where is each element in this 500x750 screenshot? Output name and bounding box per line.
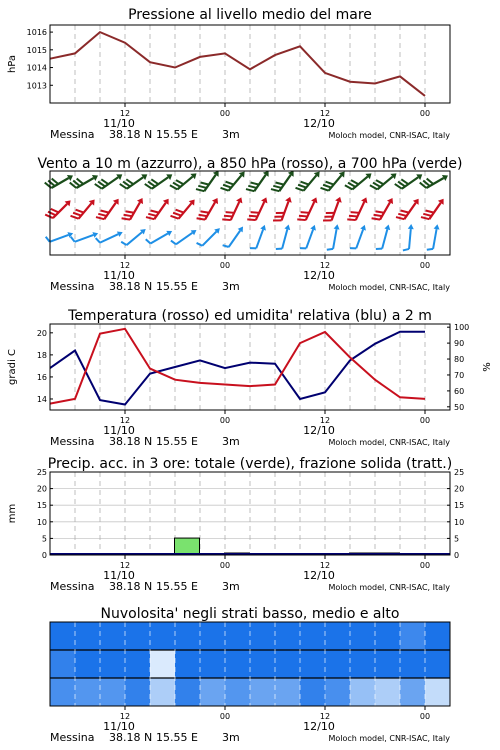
- wind-barb: [347, 194, 369, 224]
- location-alt: 3m: [222, 731, 240, 744]
- location-alt: 3m: [222, 128, 240, 141]
- wind-feather: [171, 239, 176, 245]
- wind-feather: [347, 217, 356, 223]
- cloud-cell: [200, 678, 226, 707]
- wind-barb: [247, 194, 269, 224]
- location-lat: 38.18 N: [109, 731, 153, 744]
- wind-arrowhead: [67, 230, 74, 237]
- wind-shaft: [202, 232, 216, 246]
- wind-feather: [350, 246, 356, 250]
- precip-bar: [175, 538, 200, 555]
- cloud-cell: [125, 650, 151, 679]
- y-tick-label-right: 80: [454, 355, 465, 365]
- wind-feather: [300, 246, 306, 250]
- y-tick-label: 18: [36, 350, 47, 360]
- wind-shaft: [176, 233, 192, 244]
- wind-arrowhead: [384, 224, 391, 230]
- wind-barb: [420, 169, 450, 193]
- wind-barb: [323, 194, 343, 224]
- y-tick-label-right: 90: [454, 339, 465, 349]
- cloud-cell: [300, 622, 326, 651]
- wind-arrowhead: [261, 196, 269, 203]
- wind-feather: [197, 242, 203, 248]
- location-lon: 15.55 E: [156, 435, 198, 448]
- wind-arrowhead: [92, 230, 99, 237]
- cloud-cell: [75, 650, 101, 679]
- wind-shaft: [100, 234, 118, 242]
- date-label: 12/10: [303, 117, 335, 130]
- wind-feather: [222, 217, 231, 223]
- chart-title: Pressione al livello medio del mare: [128, 7, 372, 23]
- wind-feather: [247, 217, 256, 223]
- cloud-cell: [150, 622, 176, 651]
- wind-arrowhead: [310, 224, 317, 231]
- humidity-line: [50, 332, 425, 405]
- model-credit: Moloch model, CNR-ISAC, Italy: [328, 734, 450, 743]
- chart-title: Precip. acc. in 3 ore: totale (verde), frazione solida (tratt.): [47, 456, 453, 472]
- cloud-cell: [350, 650, 376, 679]
- cloud-cell: [375, 622, 401, 651]
- x-tick-label: 12: [319, 561, 331, 570]
- wind-feather: [250, 246, 256, 250]
- wind-arrowhead: [361, 196, 369, 203]
- model-credit: Moloch model, CNR-ISAC, Italy: [328, 283, 450, 292]
- wind-feather: [276, 247, 282, 250]
- location-name: Messina: [50, 128, 95, 141]
- y-axis-label: mm: [7, 503, 18, 524]
- cloud-cell: [275, 678, 301, 707]
- wind-shaft: [282, 229, 287, 248]
- location-name: Messina: [50, 731, 95, 744]
- wind-arrowhead: [442, 172, 450, 181]
- cloud-cell: [175, 622, 201, 651]
- wind-arrowhead: [335, 196, 343, 203]
- x-tick-label: 00: [219, 261, 231, 270]
- cloud-cell: [325, 622, 351, 651]
- y-tick-label-right: 10: [454, 517, 465, 527]
- wind-barb: [45, 169, 75, 193]
- wind-shaft: [229, 231, 240, 247]
- cloud-cell: [125, 622, 151, 651]
- wind-shaft: [256, 230, 263, 249]
- x-tick-label: 12: [319, 109, 331, 118]
- location-alt: 3m: [222, 280, 240, 293]
- cloud-cell: [425, 650, 451, 679]
- x-tick-label: 12: [319, 261, 331, 270]
- wind-barb: [71, 194, 98, 223]
- wind-arrowhead: [284, 224, 291, 230]
- x-tick-label: 12: [119, 416, 131, 425]
- cloud-cell: [75, 622, 101, 651]
- wind-arrowhead: [434, 224, 441, 230]
- cloud-cell: [250, 650, 276, 679]
- cloud-cell: [375, 678, 401, 707]
- cloud-cell: [75, 678, 101, 707]
- wind-barb: [427, 223, 441, 251]
- y-tick-label-right: 20: [454, 484, 465, 494]
- date-label: 12/10: [303, 720, 335, 733]
- x-tick-label: 00: [419, 416, 431, 425]
- cloud-cell: [125, 678, 151, 707]
- wind-feather: [323, 218, 332, 224]
- wind-arrowhead: [260, 224, 267, 231]
- cloud-cell: [100, 650, 126, 679]
- x-tick-label: 00: [419, 712, 431, 721]
- y-tick-label: 25: [36, 468, 47, 477]
- date-label: 12/10: [303, 424, 335, 437]
- wind-feather: [71, 236, 75, 242]
- x-tick-label: 00: [419, 561, 431, 570]
- pressure-line: [50, 32, 425, 96]
- cloud-cell: [200, 650, 226, 679]
- cloud-cell: [325, 650, 351, 679]
- wind-barb: [250, 223, 268, 251]
- x-tick-label: 12: [119, 561, 131, 570]
- y-tick-label: 20: [36, 328, 47, 338]
- wind-arrowhead: [92, 172, 100, 181]
- x-tick-label: 12: [319, 712, 331, 721]
- date-label: 11/10: [103, 269, 135, 282]
- wind-barb: [403, 224, 414, 252]
- location-lat: 38.18 N: [109, 580, 153, 593]
- wind-barb: [376, 223, 392, 251]
- wind-feather: [376, 247, 382, 250]
- wind-barb: [223, 223, 246, 250]
- x-tick-label: 12: [119, 109, 131, 118]
- y-tick-label-right: 100: [454, 323, 470, 333]
- date-label: 11/10: [103, 424, 135, 437]
- wind-feather: [273, 218, 282, 224]
- cloud-cell: [225, 650, 251, 679]
- y-tick-label-right: 5: [454, 534, 460, 544]
- cloud-cell: [425, 678, 451, 707]
- wind-barb: [300, 223, 318, 251]
- y-axis-label: gradi C: [7, 349, 18, 385]
- wind-barb: [327, 223, 341, 251]
- wind-shaft: [409, 229, 411, 249]
- wind-feather: [403, 248, 409, 251]
- wind-feather: [121, 240, 126, 246]
- y-tick-label: 1014: [26, 63, 47, 73]
- x-tick-label: 00: [219, 416, 231, 425]
- y-tick-label: 1016: [26, 28, 47, 38]
- wind-feather: [297, 217, 306, 223]
- wind-shaft: [127, 232, 142, 245]
- x-tick-label: 00: [219, 109, 231, 118]
- y-axis-label: hPa: [7, 54, 18, 74]
- wind-arrowhead: [408, 224, 414, 230]
- location-alt: 3m: [222, 435, 240, 448]
- wind-shaft: [306, 230, 313, 249]
- cloud-cell: [300, 650, 326, 679]
- y-tick-label-right: 60: [454, 386, 465, 396]
- cloud-cell: [400, 622, 426, 651]
- cloud-cell: [100, 678, 126, 707]
- cloud-cell: [50, 678, 76, 707]
- y-tick-label: 5: [41, 534, 47, 544]
- cloud-cell: [375, 650, 401, 679]
- location-name: Messina: [50, 435, 95, 448]
- cloud-cell: [275, 622, 301, 651]
- wind-arrowhead: [137, 196, 146, 204]
- wind-barb: [45, 195, 73, 223]
- wind-arrowhead: [166, 228, 173, 236]
- cloud-cell: [250, 678, 276, 707]
- x-tick-label: 00: [219, 561, 231, 570]
- wind-feather: [46, 236, 50, 242]
- cloud-cell: [400, 650, 426, 679]
- date-label: 11/10: [103, 117, 135, 130]
- wind-shaft: [50, 235, 69, 242]
- y-tick-label: 1013: [26, 81, 47, 91]
- cloud-cell: [250, 622, 276, 651]
- x-tick-label: 00: [419, 109, 431, 118]
- cloud-cell: [175, 650, 201, 679]
- wind-barb: [350, 223, 368, 251]
- x-tick-label: 00: [219, 712, 231, 721]
- y-tick-label-right: 70: [454, 370, 465, 380]
- cloud-cell: [150, 650, 176, 679]
- wind-feather: [223, 244, 229, 249]
- y-tick-label-right: 50: [454, 402, 465, 412]
- wind-shaft: [75, 235, 94, 242]
- cloud-cell: [150, 678, 176, 707]
- wind-arrowhead: [285, 196, 293, 203]
- cloud-cell: [200, 622, 226, 651]
- wind-shaft: [356, 230, 363, 249]
- wind-arrowhead: [360, 224, 367, 231]
- cloud-cell: [225, 678, 251, 707]
- y-tick-label: 16: [36, 372, 47, 382]
- cloud-cell: [275, 650, 301, 679]
- location-lon: 15.55 E: [156, 731, 198, 744]
- model-credit: Moloch model, CNR-ISAC, Italy: [328, 131, 450, 140]
- x-tick-label: 12: [119, 712, 131, 721]
- wind-arrowhead: [67, 172, 75, 181]
- model-credit: Moloch model, CNR-ISAC, Italy: [328, 583, 450, 592]
- y-tick-label: 0: [41, 551, 47, 560]
- y-tick-label: 1015: [26, 45, 47, 55]
- wind-shaft: [382, 229, 387, 248]
- cloud-cell: [400, 678, 426, 707]
- cloud-cell: [325, 678, 351, 707]
- location-lon: 15.55 E: [156, 128, 198, 141]
- wind-barb: [297, 194, 319, 224]
- y-tick-label-right: 15: [454, 501, 465, 511]
- location-lat: 38.18 N: [109, 280, 153, 293]
- wind-arrowhead: [236, 196, 244, 203]
- chart-title: Temperatura (rosso) ed umidita' relativa (blu) a 2 m: [68, 308, 432, 324]
- location-name: Messina: [50, 280, 95, 293]
- cloud-cell: [225, 622, 251, 651]
- cloud-cell: [350, 622, 376, 651]
- location-alt: 3m: [222, 580, 240, 593]
- y-tick-label: 20: [36, 484, 47, 494]
- x-tick-label: 00: [419, 261, 431, 270]
- wind-arrowhead: [311, 196, 319, 203]
- location-lon: 15.55 E: [156, 580, 198, 593]
- wind-arrowhead: [212, 196, 221, 204]
- model-credit: Moloch model, CNR-ISAC, Italy: [328, 438, 450, 447]
- date-label: 12/10: [303, 569, 335, 582]
- wind-barb: [273, 194, 293, 224]
- x-tick-label: 12: [319, 416, 331, 425]
- wind-feather: [327, 248, 333, 251]
- wind-barb: [276, 223, 292, 251]
- chart-title: Vento a 10 m (azzurro), a 850 hPa (rosso), a 700 hPa (verde): [37, 156, 463, 172]
- y-tick-label-right: 0: [454, 551, 460, 560]
- y-tick-label: 14: [36, 394, 47, 404]
- y-tick-label: 15: [36, 501, 47, 511]
- wind-arrowhead: [334, 224, 341, 230]
- wind-shaft: [433, 229, 436, 249]
- wind-feather: [146, 238, 151, 244]
- wind-arrowhead: [117, 229, 124, 237]
- cloud-cell: [100, 622, 126, 651]
- cloud-cell: [175, 678, 201, 707]
- location-name: Messina: [50, 580, 95, 593]
- wind-shaft: [150, 234, 167, 244]
- wind-arrowhead: [387, 196, 396, 204]
- y-tick-label: 10: [36, 517, 47, 527]
- wind-shaft: [333, 229, 336, 249]
- wind-feather: [427, 248, 433, 251]
- date-label: 11/10: [103, 569, 135, 582]
- cloud-cell: [50, 650, 76, 679]
- wind-barb: [222, 194, 244, 224]
- x-tick-label: 12: [119, 261, 131, 270]
- location-lon: 15.55 E: [156, 280, 198, 293]
- wind-barb: [70, 169, 100, 193]
- wind-feather: [96, 237, 100, 243]
- chart-title: Nuvolosita' negli strati basso, medio e alto: [100, 606, 400, 622]
- location-lat: 38.18 N: [109, 435, 153, 448]
- cloud-cell: [425, 622, 451, 651]
- y-axis-label-right: %: [482, 362, 493, 372]
- cloud-cell: [300, 678, 326, 707]
- y-tick-label-right: 25: [454, 468, 465, 477]
- location-lat: 38.18 N: [109, 128, 153, 141]
- date-label: 12/10: [303, 269, 335, 282]
- cloud-cell: [350, 678, 376, 707]
- wind-barb: [171, 194, 198, 223]
- cloud-cell: [50, 622, 76, 651]
- date-label: 11/10: [103, 720, 135, 733]
